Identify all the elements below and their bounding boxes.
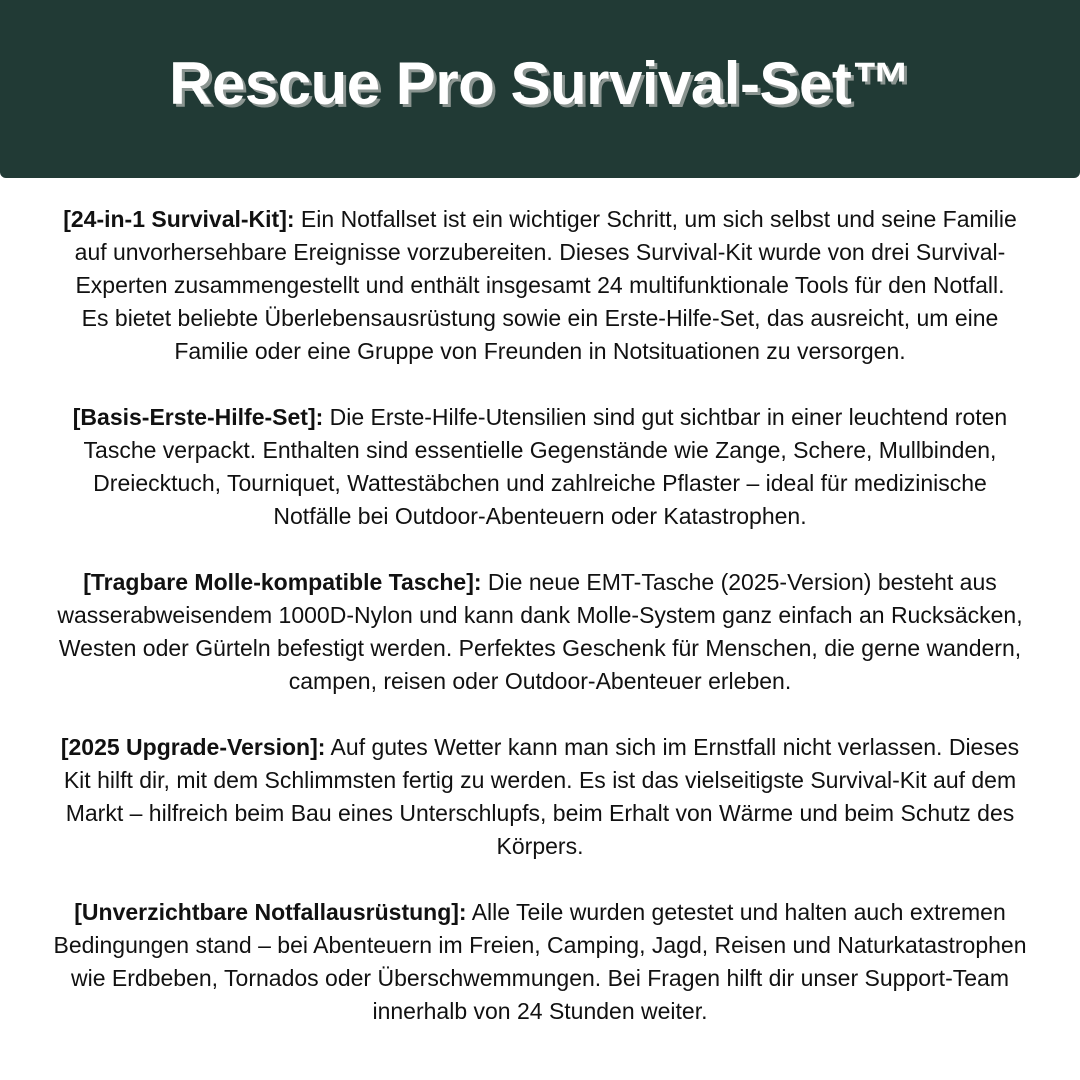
paragraph-text: Notfälle bei Outdoor-Abenteuern oder Katastrophen. [273,503,807,529]
paragraph-text: campen, reisen oder Outdoor-Abenteuer erleben. [288,668,792,694]
paragraph-text: Experten zusammengestellt und enthält insgesamt 24 multifunktionale Tools für den Notfall. [75,272,1005,298]
paragraph-text: Bedingungen stand – bei Abenteuern im Freien, Camping, Jagd, Reisen und Naturkatastrophen [53,932,1027,958]
paragraph-text: Die neue EMT-Tasche (2025-Version) besteht aus [481,569,997,595]
paragraph-text: Alle Teile wurden getestet und halten auch extremen [466,899,1006,925]
paragraph-label: [24-in-1 Survival-Kit]: [63,206,295,232]
paragraph-text: wasserabweisendem 1000D-Nylon und kann dank Molle-System ganz einfach an Rucksäcken, [57,602,1023,628]
paragraph-text: wie Erdbeben, Tornados oder Überschwemmungen. Bei Fragen hilft dir unser Support-Team [71,965,1009,991]
paragraph-text: Kit hilft dir, mit dem Schlimmsten fertig zu werden. Es ist das vielseitigste Survival-Kit auf dem [63,767,1017,793]
title-banner [0,0,1080,178]
paragraph-text: Westen oder Gürteln befestigt werden. Perfektes Geschenk für Menschen, die gerne wandern, [58,635,1022,661]
paragraph-text: Körpers. [496,833,584,859]
paragraph-text: Familie oder eine Gruppe von Freunden in Notsituationen zu versorgen. [174,338,906,364]
paragraph-molle-bag [0,566,1080,698]
paragraph-text: Markt – hilfreich beim Bau eines Unterschlupfs, beim Erhalt von Wärme und beim Schutz des [65,800,1015,826]
paragraph-text: auf unvorhersehbare Ereignisse vorzubereiten. Dieses Survival-Kit wurde von drei Survival- [74,239,1006,265]
page-title: Rescue Pro Survival-Set™ [169,49,911,117]
paragraph-label: [Basis-Erste-Hilfe-Set]: [72,404,324,430]
paragraph-label: [Unverzichtbare Notfallausrüstung]: [74,899,467,925]
paragraph-text: Ein Notfallset ist ein wichtiger Schritt, um sich selbst und seine Familie [294,206,1017,232]
paragraph-text: Auf gutes Wetter kann man sich im Ernstfall nicht verlassen. Dieses [325,734,1020,760]
paragraph-upgrade [0,731,1080,863]
description-body [0,203,1080,1061]
paragraph-label: [Tragbare Molle-kompatible Tasche]: [83,569,482,595]
paragraph-first-aid [0,401,1080,533]
paragraph-text: innerhalb von 24 Stunden weiter. [372,998,708,1024]
paragraph-survival-kit [0,203,1080,368]
paragraph-text: Dreiecktuch, Tourniquet, Wattestäbchen und zahlreiche Pflaster – ideal für medizinische [93,470,987,496]
paragraph-label: [2025 Upgrade-Version]: [60,734,326,760]
paragraph-text: Tasche verpackt. Enthalten sind essentielle Gegenstände wie Zange, Schere, Mullbinden, [83,437,997,463]
paragraph-text: Es bietet beliebte Überlebensausrüstung sowie ein Erste-Hilfe-Set, das ausreicht, um eine [81,305,999,331]
paragraph-text: Die Erste-Hilfe-Utensilien sind gut sichtbar in einer leuchtend roten [323,404,1008,430]
paragraph-emergency-gear [0,896,1080,1028]
